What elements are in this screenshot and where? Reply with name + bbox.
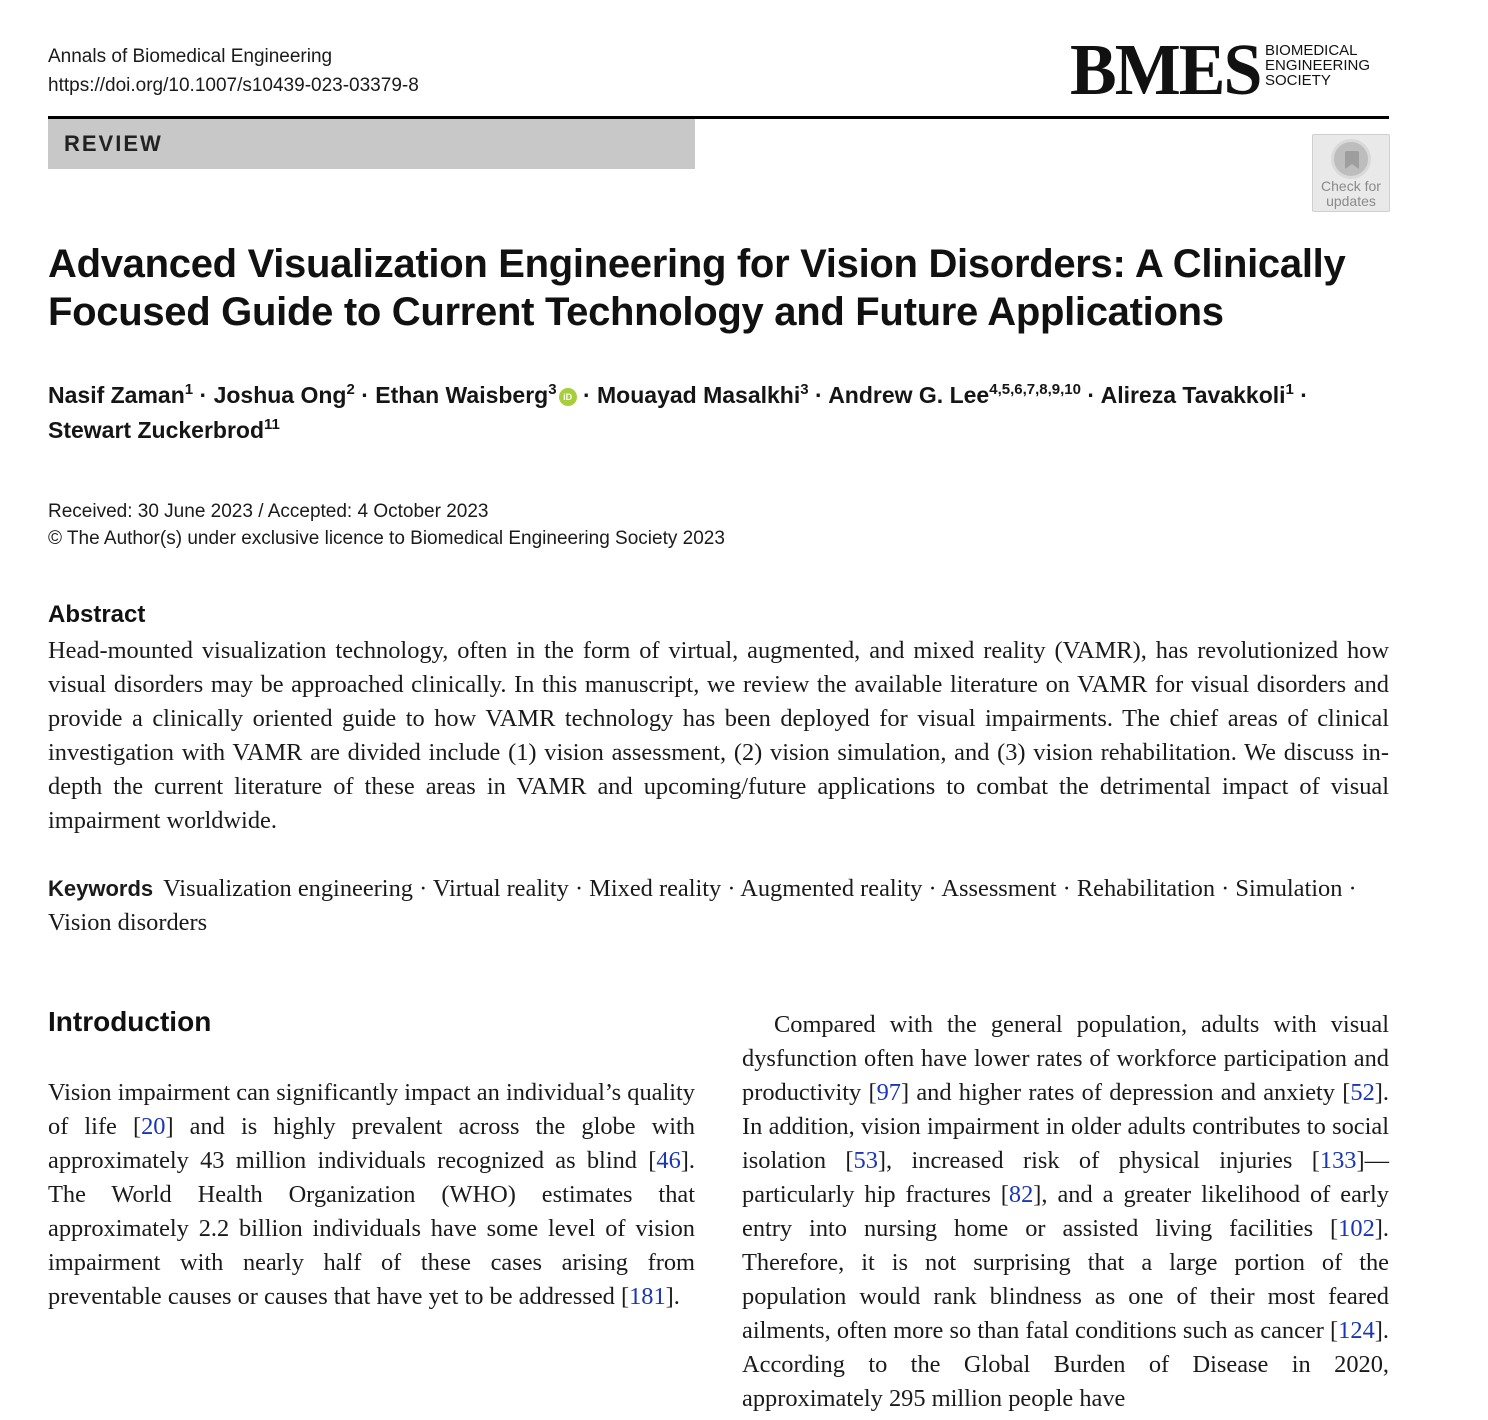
body-text: ], increased risk of physical injuries [: [877, 1147, 1320, 1174]
bmes-subtitle-line: BIOMEDICAL: [1265, 42, 1358, 59]
doi-link[interactable]: https://doi.org/10.1007/s10439-023-03379-8: [48, 75, 419, 96]
introduction-heading: Introduction: [48, 1006, 212, 1037]
affiliation-marker: 11: [264, 416, 280, 433]
keywords-block: [48, 872, 1389, 940]
author-separator: ·: [576, 382, 598, 408]
title-line: Advanced Visualization Engineering for Vision Disorders: A Clinically: [48, 242, 1346, 286]
body-text: ] and is highly prevalent across the globe with approximately 43 million individuals recognized as blind [: [48, 1113, 695, 1174]
citation-link[interactable]: 181: [629, 1283, 666, 1310]
section-type-label: REVIEW: [64, 131, 163, 156]
bmes-subtitle-line: SOCIETY: [1265, 72, 1331, 89]
bmes-subtitle-line: ENGINEERING: [1265, 57, 1371, 74]
author-name[interactable]: Nasif Zaman: [48, 382, 185, 408]
affiliation-marker: 3: [548, 381, 557, 398]
check-for-updates-label: [1313, 179, 1389, 209]
check-updates-line2: updates: [1326, 193, 1376, 209]
author-separator: ·: [193, 382, 214, 408]
citation-link[interactable]: 82: [1008, 1181, 1034, 1208]
journal-name: Annals of Biomedical Engineering: [48, 46, 333, 67]
check-for-updates-badge[interactable]: [1312, 134, 1390, 212]
body-text: ]—particularly hip fractures [: [742, 1147, 1390, 1208]
body-text: ] and higher rates of depression and anxiety [: [900, 1079, 1351, 1106]
abstract-heading: Abstract: [48, 601, 146, 628]
affiliation-marker: 1: [184, 381, 194, 398]
affiliation-marker: 2: [346, 381, 355, 398]
journal-header: [48, 42, 419, 100]
citation-link[interactable]: 52: [1350, 1079, 1375, 1106]
intro-paragraph-left: [48, 1076, 695, 1314]
citation-link[interactable]: 20: [141, 1113, 166, 1140]
author-name[interactable]: Ethan Waisberg: [375, 382, 549, 408]
body-text: ]. According to the Global Burden of Disease in 2020, approximately 295 million people have: [742, 1317, 1389, 1412]
body-text: ].: [665, 1283, 680, 1310]
citation-link[interactable]: 97: [876, 1079, 901, 1106]
keywords-text: Visualization engineering · Virtual reality · Mixed reality · Augmented reality · Assessment · Rehabilitation · Simulation · Vision disorders: [48, 875, 1357, 936]
body-text: ]. The World Health Organization (WHO) estimates that approximately 2.2 billion individuals have some level of vision impairment with nearly half of these cases arising from preventable causes or causes that have yet to be addressed [: [48, 1147, 695, 1310]
citation-link[interactable]: 102: [1338, 1215, 1375, 1242]
affiliation-marker: 1: [1285, 381, 1294, 398]
author-name[interactable]: Joshua Ong: [213, 382, 347, 408]
body-text: ]. Therefore, it is not surprising that a large portion of the population would rank blindness as one of their most feared ailments, often more so than fatal conditions such as cancer [: [742, 1215, 1389, 1344]
orcid-icon[interactable]: iD: [559, 388, 577, 406]
author-name[interactable]: Alireza Tavakkoli: [1100, 382, 1286, 408]
citation-link[interactable]: 124: [1338, 1317, 1375, 1344]
citation-link[interactable]: 46: [656, 1147, 681, 1174]
author-name[interactable]: Andrew G. Lee: [828, 382, 990, 408]
citation-link[interactable]: 133: [1319, 1147, 1357, 1174]
body-text: Vision impairment can significantly impact an individual’s quality of life [: [48, 1079, 695, 1140]
author-list: [48, 378, 1393, 448]
publication-dates: [48, 498, 725, 552]
copyright-line: © The Author(s) under exclusive licence to Biomedical Engineering Society 2023: [48, 528, 725, 549]
author-separator: ·: [1080, 382, 1101, 408]
title-line: Focused Guide to Current Technology and Future Applications: [48, 290, 1224, 334]
author-name[interactable]: Mouayad Masalkhi: [597, 382, 801, 408]
affiliation-marker: 3: [800, 381, 809, 398]
author-separator: ·: [354, 382, 376, 408]
abstract-body: Head-mounted visualization technology, often in the form of virtual, augmented, and mixed reality (VAMR), has revolutionized how visual disorders may be approached clinically. In this manuscript, we review the available literature on VAMR for visual disorders and provide a clinically oriented guide to how VAMR technology has been deployed for visual impairments. The chief areas of clinical investigation with VAMR are divided include (1) vision assessment, (2) vision simulation, and (3) vision rehabilitation. We discuss in-depth the current literature of these areas in VAMR and upcoming/future applications to combat the detrimental impact of visual impairment worldwide.: [48, 637, 1389, 834]
bmes-logo-text: BMES: [1070, 30, 1261, 111]
received-accepted: Received: 30 June 2023 / Accepted: 4 October 2023: [48, 501, 489, 522]
body-text: ]. In addition, vision impairment in older adults contributes to social isolation [: [742, 1079, 1389, 1174]
bmes-logo-subtitle: [1265, 43, 1370, 88]
author-name[interactable]: Stewart Zuckerbrod: [48, 417, 264, 443]
citation-link[interactable]: 53: [853, 1147, 878, 1174]
body-text: Compared with the general population, adults with visual dysfunction often have lower rates of workforce participation and productivity [: [742, 1011, 1389, 1106]
paper-title: [48, 240, 1388, 336]
body-text: ], and a greater likelihood of early entry into nursing home or assisted living facilities [: [742, 1181, 1389, 1242]
intro-paragraph-right: [742, 1008, 1389, 1416]
bookmark-icon: [1331, 139, 1371, 179]
check-updates-line1: Check for: [1321, 178, 1381, 194]
author-separator: ·: [808, 382, 829, 408]
affiliation-marker: 4,5,6,7,8,9,10: [989, 381, 1081, 398]
keywords-label: Keywords: [48, 876, 154, 901]
author-separator: ·: [1293, 382, 1308, 408]
